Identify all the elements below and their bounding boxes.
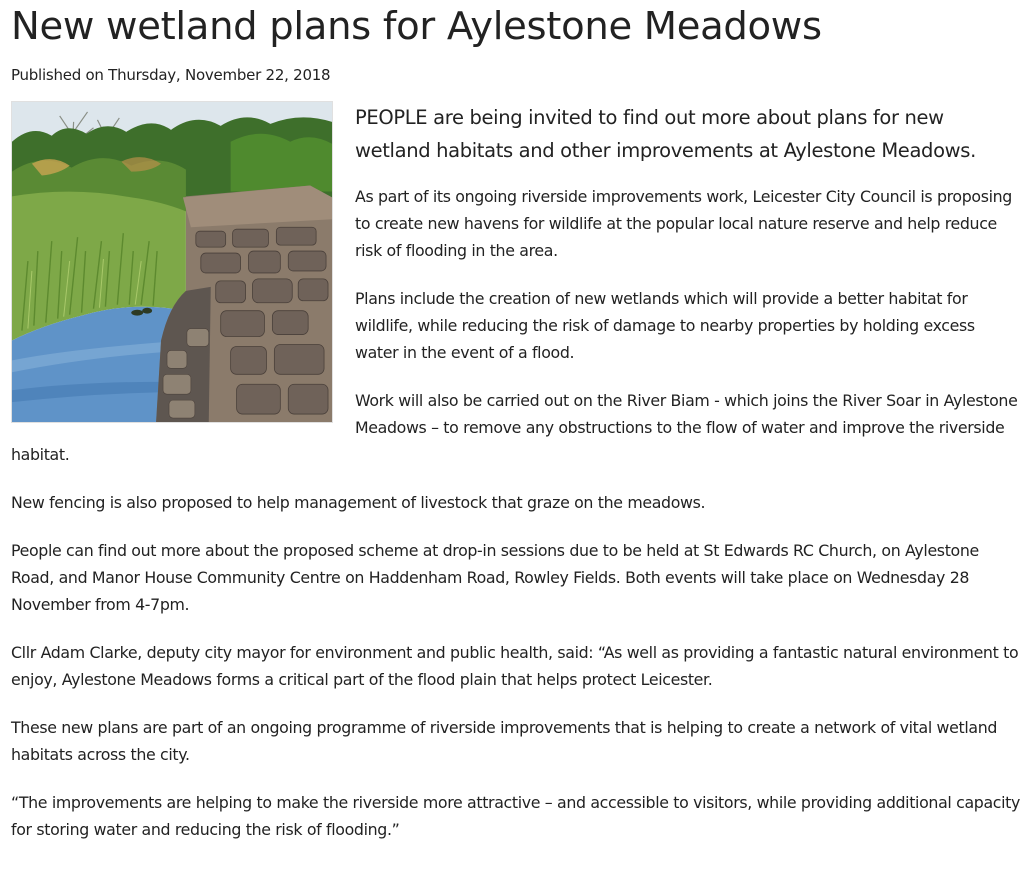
paragraph: As part of its ongoing riverside improvements work, Leicester City Council is proposing to create new havens for wildlife at the popular local nature reserve and help reduce risk of flooding in the area. (355, 187, 1012, 260)
paragraph: “The improvements are helping to make the riverside more attractive – and accessible to visitors, while providing additional capacity for storing water and reducing the risk of flooding.” (11, 793, 1021, 839)
published-date: Published on Thursday, November 22, 2018 (11, 66, 331, 84)
paragraph: Plans include the creation of new wetlands which will provide a better habitat for wildlife, while reducing the risk of damage to nearby properties by holding excess water in the event of a flood. (355, 289, 975, 362)
article-body (11, 101, 1021, 843)
article-title: New wetland plans for Aylestone Meadows (11, 4, 822, 49)
paragraph: Cllr Adam Clarke, deputy city mayor for environment and public health, said: “As well as providing a fantastic natural environment to enjoy, Aylestone Meadows forms a critical part of the flood plain that helps protect Leicester. (11, 643, 1019, 689)
river-photo (11, 101, 333, 423)
paragraph: People can find out more about the proposed scheme at drop-in sessions due to be held at St Edwards RC Church, on Aylestone Road, and Manor House Community Centre on Haddenham Road, Rowley Fields. Both events will take place on Wednesday 28 November from 4-7pm. (11, 541, 979, 614)
paragraph: These new plans are part of an ongoing programme of riverside improvements that is helping to create a network of vital wetland habitats across the city. (11, 718, 998, 764)
paragraph: Work will also be carried out on the River Biam - which joins the River Soar in Aylestone Meadows – to remove any obstructions to the flow of water and improve the riverside habitat. (11, 391, 1018, 464)
paragraph: New fencing is also proposed to help management of livestock that graze on the meadows. (11, 493, 706, 512)
article-lead: PEOPLE are being invited to find out more about plans for new wetland habitats and other improvements at Aylestone Meadows. (355, 106, 976, 162)
